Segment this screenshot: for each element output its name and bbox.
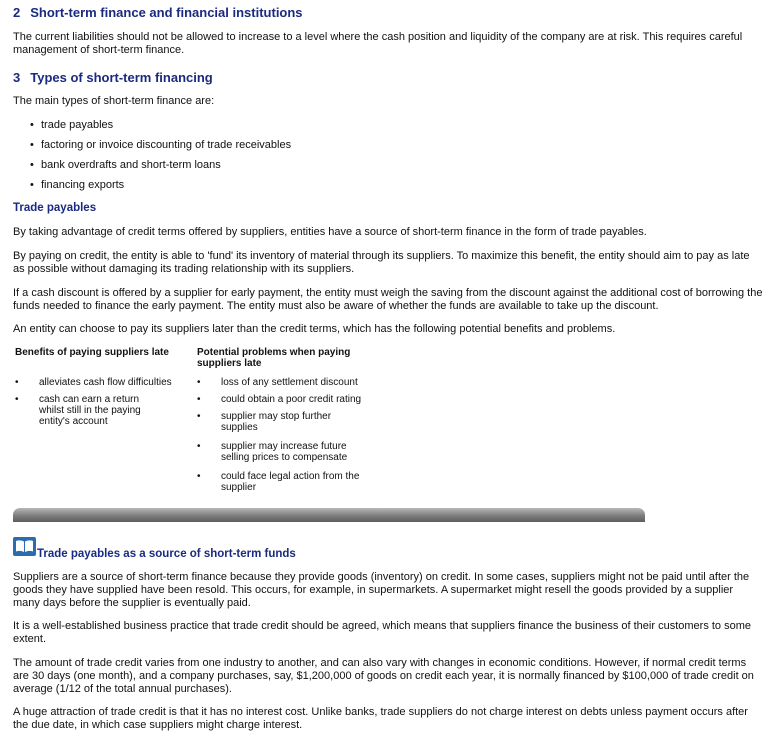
- trade-payables-paragraph-3: If a cash discount is offered by a supplier for early payment, the entity must weigh the saving from the discount against the additional cost of borrowing the funds needed to finance the early payment. The entity must also be aware of whether the funds are available to take up the discount.: [13, 287, 763, 312]
- source-paragraph-1: Suppliers are a source of short-term finance because they provide goods (inventory) on credit. In some cases, suppliers might not be paid until after the goods they have supplied have been resold. This occurs, for example, in supermarkets. A supermarket might resell the goods provided by a supplier many days before the supplier is eventually paid.: [13, 571, 750, 609]
- problems-column-header: Potential problems when paying suppliers late: [197, 347, 351, 369]
- list-item: • bank overdrafts and short-term loans: [13, 159, 613, 179]
- section-3-heading: [13, 70, 213, 85]
- trade-payables-paragraph-2: By paying on credit, the entity is able to 'fund' its inventory of material through its suppliers. To maximize this benefit, the entity should aim to pay as late as possible without damaging its trading relationship with its suppliers.: [13, 250, 750, 275]
- problem-item: • supplier may increase future selling prices to compensate: [197, 441, 348, 463]
- section-2-title: Short-term finance and financial institutions: [30, 5, 303, 20]
- problem-item: • supplier may stop further supplies: [197, 411, 332, 433]
- source-paragraph-3: The amount of trade credit varies from one industry to another, and can also vary with changes in economic conditions. However, if normal credit terms are 30 days (one month), and a company purchases, say, $1,200,000 of goods on credit each year, it is normally financed by $100,000 of trade credit on average (1/12 of the total annual purchases).: [13, 657, 754, 695]
- list-item: • financing exports: [13, 179, 613, 199]
- section-divider-bar: [13, 508, 645, 522]
- problem-item: • could obtain a poor credit rating: [197, 394, 362, 405]
- benefits-column-header: Benefits of paying suppliers late: [15, 347, 169, 358]
- problem-item: • loss of any settlement discount: [197, 377, 358, 388]
- trade-payables-paragraph-1: By taking advantage of credit terms offered by suppliers, entities have a source of short-term finance in the form of trade payables.: [13, 226, 647, 238]
- section-3-number: 3: [13, 70, 21, 85]
- source-paragraph-2: It is a well-established business practice that trade credit should be agreed, which means that suppliers finance the business of their customers to some extent.: [13, 620, 751, 645]
- section-3-title: Types of short-term financing: [30, 70, 213, 85]
- section-2-paragraph: The current liabilities should not be allowed to increase to a level where the cash position and liquidity of the company are at risk. This requires careful management of short-term finance.: [13, 31, 743, 56]
- source-heading: Trade payables as a source of short-term funds: [37, 548, 296, 560]
- source-paragraph-4: A huge attraction of trade credit is that it has no interest cost. Unlike banks, trade suppliers do not charge interest on debts unless payment occurs after the due date, in which case suppliers might charge interest.: [13, 706, 748, 731]
- trade-payables-heading: Trade payables: [13, 202, 97, 214]
- benefit-item: • cash can earn a return whilst still in the paying entity's account: [15, 394, 141, 427]
- list-item: • factoring or invoice discounting of trade receivables: [13, 139, 613, 159]
- benefit-item: • alleviates cash flow difficulties: [15, 377, 172, 388]
- section-2-number: 2: [13, 5, 21, 20]
- problem-item: • could face legal action from the supplier: [197, 471, 360, 493]
- book-icon: [13, 537, 36, 556]
- section-2-heading: [13, 5, 303, 20]
- finance-types-list: [13, 119, 613, 199]
- list-item: • trade payables: [13, 119, 613, 139]
- trade-payables-paragraph-4: An entity can choose to pay its suppliers later than the credit terms, which has the following potential benefits and problems.: [13, 323, 616, 335]
- section-3-intro: The main types of short-term finance are:: [13, 95, 215, 107]
